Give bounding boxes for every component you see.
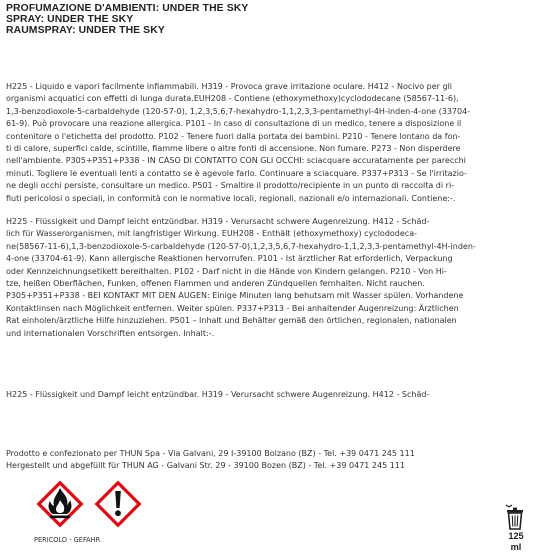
text-line: ne degli occhi persiste, consultare un medico. P501 - Smaltire il prodotto/recipiente in un punto di raccolta di ri- — [6, 181, 455, 191]
producer-line-german: Hergestellt und abgefüllt für THUN AG - Galvani Str. 29 - 39100 Bozen (BZ) - Tel. +39 0471 245 111 — [6, 461, 405, 471]
hazard-text-italian — [6, 81, 548, 205]
flame-icon — [34, 478, 86, 530]
volume-label — [496, 531, 536, 553]
danger-label: PERICOLO - GEFAHR — [34, 536, 101, 544]
text-line: H225 - Liquido e vapori facilmente infiammabili. H319 - Provoca grave irritazione oculare. H412 - Nocivo per gli — [6, 82, 453, 91]
text-line: 61-9). Può provocare una reazione allergica. P101 - In caso di consultazione di un medico, tenere a disposizione il — [6, 119, 462, 129]
text-line: lich für Wasserorganismen, mit langfristiger Wirkung. EUH208 - Enthält (ethoxymethoxy) cyclododeca- — [6, 229, 417, 239]
text-line: tze, heißen Oberflächen, Funken, offenen Flammen und anderen Zündquellen fernhalten. Nicht rauchen. — [6, 279, 425, 289]
hazard-text-english — [6, 389, 548, 401]
text-line: und internationalen Vorschriften entsorgen. Inhalt:-. — [6, 328, 215, 338]
hazard-pictograms — [34, 478, 154, 560]
text-line: Rat einholen/ärztliche Hilfe hinzuziehen. P501 – Inhalt und Behälter gemäß den örtlichen, regionalen, nationalen — [6, 316, 457, 326]
text-line: fiuti pericolosi o speciali, in conformità con le normative locali, regionali, nazionali e/o internazionali. Contiene:-. — [6, 193, 456, 203]
text-line: ne(58567-11-6),1,3-benzodioxole-5-carbaldehyde (120-57-0),1,2,3,5,6,7-hexahydro-1,1,2,3,3-pentamethyl-4H-inden- — [6, 241, 476, 251]
text-line: minuti. Togliere le eventuali lenti a contatto se è agevole farlo. Continuare a sciacquare. P337+P313 - Se l'irritazio- — [6, 168, 467, 178]
text-line: oder Kennzeichnungsetikett bereithalten. P102 - Darf nicht in die Hände von Kindern gelangen. P210 - Von Hi- — [6, 266, 447, 276]
volume-value: 125 — [508, 531, 524, 541]
text-line: ti di calore, superfici calde, scintille, fiamme libere o altre fonti di accensione. Non fumare. P273 - Non disperdere — [6, 144, 461, 154]
text-line: H225 - Flüssigkeit und Dampf leicht entzündbar. H319 - Verursacht schwere Augenreizung. H412 - Schäd- — [6, 390, 430, 399]
text-line: 1,3-benzodioxole-5-carbaldehyde (120-57-0), 1,2,3,5,6,7-hexahydro-1,1,2,3,3-pentamethyl-4H-inden-4-one (33704- — [6, 106, 471, 116]
text-line: 4-one (33704-61-9). Kann allergische Reaktionen hervorrufen. P101 - Ist ärztlicher Rat erforderlich, Verpackung — [6, 254, 453, 264]
text-line: contenitore o l'etichetta del prodotto. P102 - Tenere fuori dalla portata dei bambini. P210 - Tenere lontano da fon- — [6, 131, 461, 141]
waste-bin-icon — [504, 504, 526, 531]
text-line: P305+P351+P338 - BEI KONTAKT MIT DEN AUGEN: Einige Minuten lang behutsam mit Wasser spülen. Vorhandene — [6, 291, 464, 301]
text-line: H225 - Flüssigkeit und Dampf leicht entzündbar. H319 - Verursacht schwere Augenreizung. H412 - Schäd- — [6, 217, 430, 226]
hazard-text-german — [6, 216, 548, 340]
producer-info — [6, 448, 548, 473]
heading-german: RAUMSPRAY: UNDER THE SKY — [6, 25, 165, 37]
text-line: nell'ambiente. P305+P351+P338 - IN CASO DI CONTATTO CON GLI OCCHI: sciacquare accuratamente per parecchi — [6, 156, 466, 166]
heading-italian: PROFUMAZIONE D'AMBIENTI: UNDER THE SKY — [6, 3, 249, 14]
exclamation-icon — [92, 478, 144, 530]
text-line: organismi acquatici con effetti di lunga durata.EUH208 - Contiene (ethoxymethoxy)cyclododecane (58567-11-6), — [6, 94, 459, 104]
product-headings — [6, 3, 248, 37]
heading-english: SPRAY: UNDER THE SKY — [6, 14, 134, 26]
text-line: Kontaktlinsen nach Möglichkeit entfernen. Weiter spülen. P337+P313 - Bei anhaltender Augenreizung: Ärztlichen — [6, 303, 459, 313]
volume-unit: ml — [510, 542, 522, 552]
producer-line-italian: Prodotto e confezionato per THUN Spa - Via Galvani, 29 I-39100 Bolzano (BZ) - Tel. +39 0471 245 111 — [6, 449, 415, 458]
